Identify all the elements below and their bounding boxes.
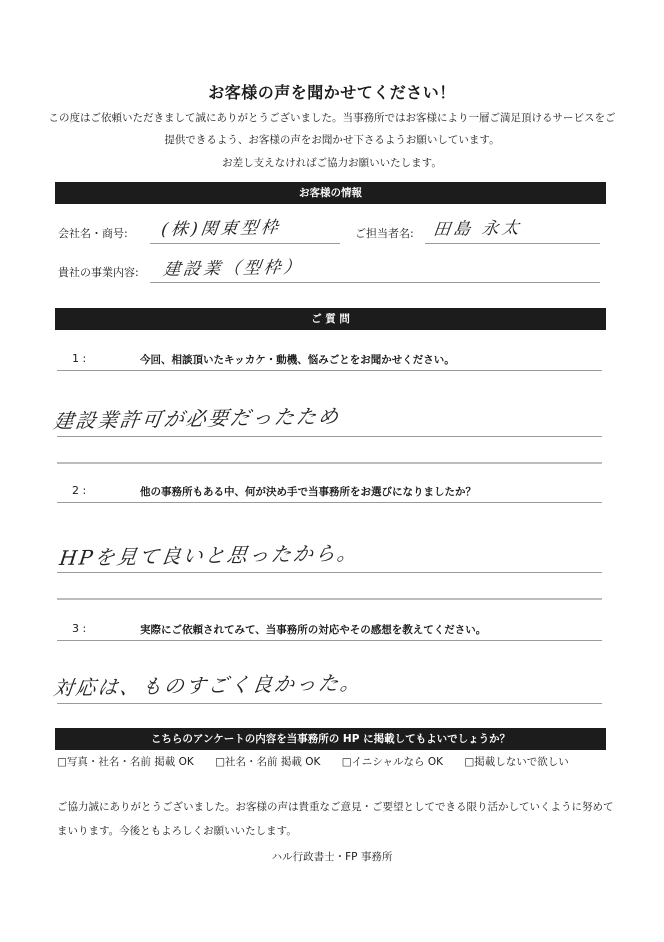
option-photo-company-name-ok[interactable]: □写真・社名・名前 掲載 OK bbox=[57, 756, 194, 768]
answer-2-handwritten: HPを見て良いと思ったから。 bbox=[58, 540, 361, 571]
contact-underline bbox=[425, 243, 600, 244]
answer-3-rule bbox=[57, 703, 602, 704]
question-3-rule bbox=[57, 640, 602, 641]
business-underline bbox=[150, 282, 600, 283]
answer-2-rule bbox=[57, 572, 602, 573]
business-label: 貴社の事業内容: bbox=[58, 266, 139, 279]
question-1-number: 1 : bbox=[72, 352, 87, 365]
company-label: 会社名・商号: bbox=[58, 227, 128, 240]
answer-3-handwritten: 対応は、ものすごく良かった。 bbox=[52, 670, 364, 701]
option-company-name-ok[interactable]: □社名・名前 掲載 OK bbox=[215, 756, 321, 768]
question-2-rule bbox=[57, 502, 602, 503]
closing-line-2: まいります。今後ともよろしくお願いいたします。 bbox=[57, 825, 297, 837]
publish-options bbox=[57, 754, 587, 769]
question-3-text: 実際にご依頼されてみて、当事務所の対応やその感想を教えてください。 bbox=[140, 624, 487, 636]
question-1-text: 今回、相談頂いたキッカケ・動機、悩みごとをお聞かせください。 bbox=[140, 354, 455, 366]
intro-line-3: お差し支えなければご協力お願いいたします。 bbox=[222, 157, 442, 169]
question-2-text: 他の事務所もある中、何が決め手で当事務所をお選びになりましたか？ bbox=[140, 486, 476, 498]
business-handwritten-value: 建設業（型枠） bbox=[162, 257, 305, 280]
answer-1-rule-2 bbox=[57, 462, 602, 464]
answer-1-handwritten: 建設業許可が必要だったため bbox=[52, 404, 342, 434]
option-do-not-publish[interactable]: □掲載しないで欲しい bbox=[464, 756, 569, 768]
intro-line-1: この度はご依頼いただきまして誠にありがとうございました。当事務所ではお客様により一層ご満足頂けるサービスをご bbox=[48, 112, 616, 124]
closing-line-1: ご協力誠にありがとうございました。お客様の声は貴重なご意見・ご要望としてできる限り活かしていくように努めて bbox=[57, 801, 614, 813]
publish-permission-header: こちらのアンケートの内容を当事務所の HP に掲載してもよいでしょうか？ bbox=[55, 728, 606, 750]
office-name: ハル行政書士・FP 事務所 bbox=[271, 851, 393, 863]
survey-title: お客様の声を聞かせてください！ bbox=[208, 83, 456, 102]
answer-1-rule bbox=[57, 436, 602, 437]
contact-handwritten-value: 田島 永太 bbox=[432, 218, 524, 240]
company-handwritten-value: (株)関東型枠 bbox=[160, 217, 283, 240]
question-2-number: 2 : bbox=[72, 484, 87, 497]
answer-2-rule-2 bbox=[57, 598, 602, 600]
option-initials-ok[interactable]: □イニシャルなら OK bbox=[341, 756, 443, 768]
intro-line-2: 提供できるよう、お客様の声をお聞かせ下さるようお願いしています。 bbox=[164, 134, 500, 146]
company-underline bbox=[150, 243, 340, 244]
customer-info-header: お客様の情報 bbox=[55, 182, 606, 204]
questions-header: ご 質 問 bbox=[55, 308, 606, 330]
contact-label: ご担当者名: bbox=[355, 227, 414, 240]
question-1-rule bbox=[57, 370, 602, 371]
question-3-number: 3 : bbox=[72, 622, 87, 635]
